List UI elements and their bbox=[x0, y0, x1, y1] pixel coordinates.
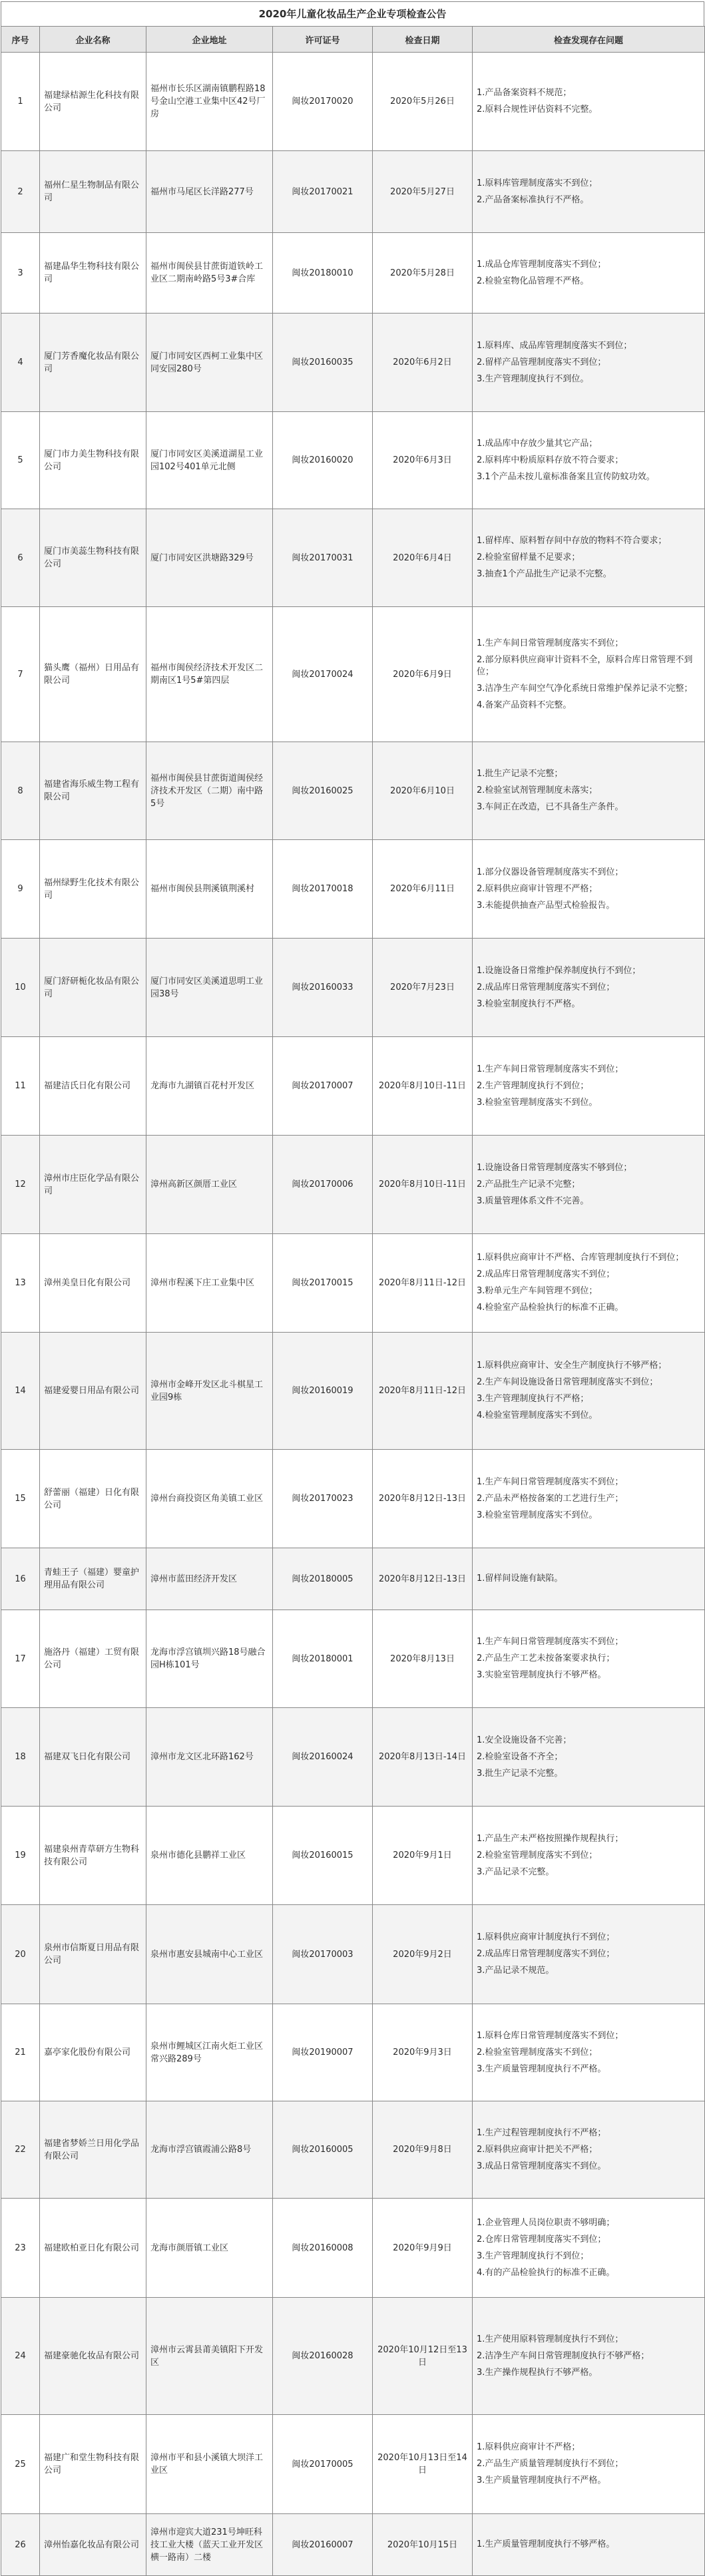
table-row bbox=[1, 2199, 705, 2298]
problems-cell bbox=[473, 1905, 705, 2004]
problem-item: 1.生产车间日常管理制度落实不到位； bbox=[477, 638, 624, 648]
problem-item: 4.备案产品资料不完整。 bbox=[477, 700, 572, 710]
table-row bbox=[1, 1548, 705, 1610]
company-name: 福建省海乐威生物工程有限公司 bbox=[40, 742, 146, 840]
inspection-date: 2020年6月4日 bbox=[373, 509, 473, 607]
problems-cell bbox=[473, 1037, 705, 1136]
company-address: 漳州市迎宾大道231号坤旺科技工业大楼（蓝天工业开发区横一路南）二楼 bbox=[146, 2514, 273, 2576]
company-name: 福州绿野生化技术有限公司 bbox=[40, 840, 146, 939]
company-name: 福建豪驰化妆品有限公司 bbox=[40, 2298, 146, 2415]
problem-item: 3.生产质量管理制度执行不严格。 bbox=[477, 2063, 606, 2074]
problem-item: 1.成品库中存放少量其它产品； bbox=[477, 438, 598, 449]
inspection-date: 2020年8月11日-12日 bbox=[373, 1234, 473, 1333]
inspection-date: 2020年9月8日 bbox=[373, 2101, 473, 2199]
license-number: 闽妆20160008 bbox=[273, 2199, 373, 2298]
company-address: 龙海市浮宫镇霞浦公路8号 bbox=[146, 2101, 273, 2199]
company-address: 福州市长乐区湖南镇鹏程路18号金山空港工业集中区42号厂房 bbox=[146, 53, 273, 151]
row-number: 8 bbox=[1, 742, 40, 840]
header-address: 企业地址 bbox=[146, 27, 273, 53]
problems-cell bbox=[473, 2514, 705, 2576]
problem-item: 2.原料库中粉质原料存放不符合要求； bbox=[477, 455, 624, 465]
row-number: 16 bbox=[1, 1548, 40, 1610]
license-number: 闽妆20160007 bbox=[273, 2514, 373, 2576]
company-name: 厦门市力美生物科技有限公司 bbox=[40, 412, 146, 509]
problems-cell bbox=[473, 607, 705, 742]
problem-item: 1.原料供应商审计不严格、合库管理制度执行不到位； bbox=[477, 1253, 684, 1263]
inspection-date: 2020年10月15日 bbox=[373, 2514, 473, 2576]
problem-item: 3.实验室管理制度执行不够严格。 bbox=[477, 1670, 606, 1680]
problem-item: 2.仓库日常管理制度落实不到位； bbox=[477, 2234, 606, 2245]
row-number: 13 bbox=[1, 1234, 40, 1333]
problems-cell bbox=[473, 1333, 705, 1450]
license-number: 闽妆20160033 bbox=[273, 939, 373, 1037]
problem-item: 1.原料供应商审计制度执行不到位； bbox=[477, 1932, 615, 1942]
license-number: 闽妆20170023 bbox=[273, 1450, 373, 1548]
row-number: 21 bbox=[1, 2004, 40, 2101]
company-address: 漳州市云霄县莆美镇阳下开发区 bbox=[146, 2298, 273, 2415]
company-name: 泉州市信斯夏日用品有限公司 bbox=[40, 1905, 146, 2004]
company-name: 漳州市庄臣化学品有限公司 bbox=[40, 1136, 146, 1234]
problem-item: 2.成品库日常管理制度落实不到位； bbox=[477, 1269, 615, 1279]
problem-item: 3.质量管理体系文件不完善。 bbox=[477, 1195, 589, 1206]
company-address: 厦门市同安区西柯工业集中区同安园280号 bbox=[146, 314, 273, 412]
problem-item: 2.产品批生产记录不完整； bbox=[477, 1179, 581, 1189]
company-name: 厦门市美蕊生物科技有限公司 bbox=[40, 509, 146, 607]
company-address: 漳州市程溪下庄工业集中区 bbox=[146, 1234, 273, 1333]
company-name: 福建晶华生物科技有限公司 bbox=[40, 233, 146, 314]
problem-item: 2.产品生产工艺未按备案要求执行； bbox=[477, 1653, 615, 1663]
inspection-date: 2020年5月27日 bbox=[373, 151, 473, 233]
row-number: 20 bbox=[1, 1905, 40, 2004]
license-number: 闽妆20170015 bbox=[273, 1234, 373, 1333]
license-number: 闽妆20160019 bbox=[273, 1333, 373, 1450]
table-header-row bbox=[1, 27, 705, 53]
problem-item: 3.生产管理制度执行不到位。 bbox=[477, 373, 589, 384]
company-name: 福建爱婴日用品有限公司 bbox=[40, 1333, 146, 1450]
table-row bbox=[1, 509, 705, 607]
row-number: 25 bbox=[1, 2415, 40, 2514]
problem-item: 2.生产车间设施设备日常管理制度落实不到位； bbox=[477, 1377, 658, 1387]
table-row bbox=[1, 1905, 705, 2004]
inspection-date: 2020年6月10日 bbox=[373, 742, 473, 840]
license-number: 闽妆20160024 bbox=[273, 1708, 373, 1807]
row-number: 5 bbox=[1, 412, 40, 509]
inspection-date: 2020年10月13日至14日 bbox=[373, 2415, 473, 2514]
problems-cell bbox=[473, 2101, 705, 2199]
problems-cell bbox=[473, 742, 705, 840]
row-number: 10 bbox=[1, 939, 40, 1037]
problems-cell bbox=[473, 1136, 705, 1234]
company-name: 福建双飞日化有限公司 bbox=[40, 1708, 146, 1807]
problem-item: 2.成品库日常管理制度落实不到位； bbox=[477, 982, 615, 992]
problems-cell bbox=[473, 233, 705, 314]
row-number: 3 bbox=[1, 233, 40, 314]
table-row bbox=[1, 2101, 705, 2199]
company-address: 泉州市德化县鹏祥工业区 bbox=[146, 1807, 273, 1905]
company-address: 漳州台商投资区角美镇工业区 bbox=[146, 1450, 273, 1548]
problem-item: 3.产品记录不完整。 bbox=[477, 1866, 555, 1877]
problem-item: 2.检验室物化品管理不严格。 bbox=[477, 276, 589, 286]
problem-item: 2.洁净生产车间日常管理制度执行不够严格； bbox=[477, 2350, 650, 2361]
company-name: 福建广和堂生物科技有限公司 bbox=[40, 2415, 146, 2514]
header-no: 序号 bbox=[1, 27, 40, 53]
company-name: 漳州美皇日化有限公司 bbox=[40, 1234, 146, 1333]
company-address: 福州市马尾区长洋路277号 bbox=[146, 151, 273, 233]
license-number: 闽妆20190007 bbox=[273, 2004, 373, 2101]
inspection-date: 2020年5月26日 bbox=[373, 53, 473, 151]
company-address: 漳州市金峰开发区北斗棋星工业园9栋 bbox=[146, 1333, 273, 1450]
row-number: 6 bbox=[1, 509, 40, 607]
problem-item: 1.批生产记录不完整； bbox=[477, 769, 563, 779]
header-date: 检查日期 bbox=[373, 27, 473, 53]
problem-item: 1.生产过程管理制度执行不严格； bbox=[477, 2127, 606, 2138]
problems-cell bbox=[473, 1610, 705, 1708]
company-name: 猫头鹰（福州）日用品有限公司 bbox=[40, 607, 146, 742]
table-row bbox=[1, 1333, 705, 1450]
problem-item: 2.产品未严格按备案的工艺进行生产； bbox=[477, 1493, 624, 1504]
table-row bbox=[1, 1450, 705, 1548]
row-number: 17 bbox=[1, 1610, 40, 1708]
company-address: 福州市闽侯经济技术开发区二期南区1号5#第四层 bbox=[146, 607, 273, 742]
company-name: 福州仁星生物制品有限公司 bbox=[40, 151, 146, 233]
problem-item: 2.产品备案标准执行不严格。 bbox=[477, 194, 589, 205]
inspection-date: 2020年10月12日至13日 bbox=[373, 2298, 473, 2415]
row-number: 2 bbox=[1, 151, 40, 233]
company-address: 泉州市鲤城区江南火炬工业区常兴路289号 bbox=[146, 2004, 273, 2101]
problem-item: 2.检验室管理制度落实不到位； bbox=[477, 2047, 598, 2057]
inspection-date: 2020年6月2日 bbox=[373, 314, 473, 412]
problem-item: 2.原料供应商审计把关不严格； bbox=[477, 2144, 598, 2155]
license-number: 闽妆20170021 bbox=[273, 151, 373, 233]
problem-item: 2.留样产品管理制度落实不到位； bbox=[477, 357, 606, 367]
inspection-date: 2020年8月12日-13日 bbox=[373, 1450, 473, 1548]
inspection-date: 2020年8月11日-12日 bbox=[373, 1333, 473, 1450]
license-number: 闽妆20180001 bbox=[273, 1610, 373, 1708]
table-row bbox=[1, 939, 705, 1037]
table-row bbox=[1, 742, 705, 840]
problem-item: 1.原料库、成品库管理制度落实不到位； bbox=[477, 340, 632, 351]
license-number: 闽妆20170005 bbox=[273, 2415, 373, 2514]
problem-item: 1.安全设施设备不完善； bbox=[477, 1735, 572, 1745]
license-number: 闽妆20170007 bbox=[273, 1037, 373, 1136]
problem-item: 3.批生产记录不完整。 bbox=[477, 1768, 563, 1779]
inspection-date: 2020年9月2日 bbox=[373, 1905, 473, 2004]
company-address: 漳州高新区颜厝工业区 bbox=[146, 1136, 273, 1234]
problems-cell bbox=[473, 939, 705, 1037]
license-number: 闽妆20170003 bbox=[273, 1905, 373, 2004]
license-number: 闽妆20180010 bbox=[273, 233, 373, 314]
inspection-date: 2020年5月28日 bbox=[373, 233, 473, 314]
inspection-table bbox=[1, 26, 705, 2576]
page-title: 2020年儿童化妆品生产企业专项检查公告 bbox=[1, 1, 704, 26]
row-number: 15 bbox=[1, 1450, 40, 1548]
table-row bbox=[1, 1807, 705, 1905]
problems-cell bbox=[473, 2199, 705, 2298]
license-number: 闽妆20160005 bbox=[273, 2101, 373, 2199]
company-address: 龙海市颜厝镇工业区 bbox=[146, 2199, 273, 2298]
problem-item: 1.生产质量管理制度执行不够严格。 bbox=[477, 2539, 615, 2549]
table-row bbox=[1, 1234, 705, 1333]
problem-item: 2.部分原料供应商审计资料不全，原料合库日常管理不到位； bbox=[477, 654, 693, 677]
row-number: 26 bbox=[1, 2514, 40, 2576]
inspection-date: 2020年8月10日-11日 bbox=[373, 1136, 473, 1234]
header-name: 企业名称 bbox=[40, 27, 146, 53]
problem-item: 2.原料供应商审计管理不严格； bbox=[477, 883, 598, 894]
problem-item: 3.洁净生产车间空气净化系统日常维护保养记录不完整； bbox=[477, 683, 693, 694]
problem-item: 3.车间正在改造，已不具备生产条件。 bbox=[477, 802, 624, 812]
inspection-date: 2020年9月3日 bbox=[373, 2004, 473, 2101]
company-address: 龙海市浮宫镇圳兴路18号融合园H栋101号 bbox=[146, 1610, 273, 1708]
company-address: 福州市闽侯县荆溪镇荆溪村 bbox=[146, 840, 273, 939]
row-number: 18 bbox=[1, 1708, 40, 1807]
problem-item: 1.设施设备日常维护保养制度执行不到位； bbox=[477, 965, 641, 976]
license-number: 闽妆20160020 bbox=[273, 412, 373, 509]
inspection-date: 2020年8月12日-13日 bbox=[373, 1548, 473, 1610]
problem-item: 4.检验室管理制度落实不到位。 bbox=[477, 1410, 598, 1420]
problem-item: 1.生产车间日常管理制度落实不到位； bbox=[477, 1476, 624, 1487]
problems-cell bbox=[473, 314, 705, 412]
problem-item: 1.成品仓库管理制度落实不到位； bbox=[477, 259, 606, 270]
problem-item: 1.原料仓库日常管理制度落实不到位； bbox=[477, 2030, 624, 2041]
problem-item: 2.检验室留样量不足要求； bbox=[477, 552, 581, 562]
row-number: 23 bbox=[1, 2199, 40, 2298]
license-number: 闽妆20170020 bbox=[273, 53, 373, 151]
problem-item: 1.生产使用原料管理制度执行不到位； bbox=[477, 2334, 624, 2344]
company-name: 青蛙王子（福建）婴童护理用品有限公司 bbox=[40, 1548, 146, 1610]
problem-item: 2.检验室设备不齐全； bbox=[477, 1751, 563, 1762]
company-name: 福建洁氏日化有限公司 bbox=[40, 1037, 146, 1136]
problem-item: 2.成品库日常管理制度落实不到位； bbox=[477, 1949, 615, 1959]
table-row bbox=[1, 233, 705, 314]
problem-item: 3.成品日常管理制度落实不到位。 bbox=[477, 2161, 606, 2171]
table-row bbox=[1, 1708, 705, 1807]
problems-cell bbox=[473, 840, 705, 939]
table-row bbox=[1, 1610, 705, 1708]
problem-item: 3.检验室管理制度落实不到位。 bbox=[477, 1097, 598, 1108]
company-address: 漳州市平和县小溪镇大坝洋工业区 bbox=[146, 2415, 273, 2514]
company-address: 漳州市蓝田经济开发区 bbox=[146, 1548, 273, 1610]
company-address: 福州市闽侯县甘蔗街道铁岭工业区二期南岭路5号3#合库 bbox=[146, 233, 273, 314]
problems-cell bbox=[473, 1708, 705, 1807]
table-row bbox=[1, 2514, 705, 2576]
problem-item: 1.设施设备日常管理制度落实不够到位； bbox=[477, 1162, 632, 1173]
company-name: 福建省梦娇兰日用化学品有限公司 bbox=[40, 2101, 146, 2199]
table-row bbox=[1, 607, 705, 742]
inspection-date: 2020年8月13日-14日 bbox=[373, 1708, 473, 1807]
company-address: 厦门市同安区美溪道湖星工业园102号401单元北侧 bbox=[146, 412, 273, 509]
problem-item: 3.生产管理制度执行不到位； bbox=[477, 2251, 589, 2261]
problem-item: 4.有的产品检验执行的标准不正确。 bbox=[477, 2267, 615, 2278]
problem-item: 3.生产质量管理制度执行不严格。 bbox=[477, 2475, 606, 2485]
row-number: 19 bbox=[1, 1807, 40, 1905]
row-number: 11 bbox=[1, 1037, 40, 1136]
license-number: 闽妆20160035 bbox=[273, 314, 373, 412]
license-number: 闽妆20160025 bbox=[273, 742, 373, 840]
problem-item: 1.原料库管理制度落实不到位； bbox=[477, 178, 598, 188]
problems-cell bbox=[473, 53, 705, 151]
inspection-date: 2020年6月9日 bbox=[373, 607, 473, 742]
problem-item: 3.粉单元生产车间管理不到位； bbox=[477, 1286, 598, 1296]
license-number: 闽妆20160028 bbox=[273, 2298, 373, 2415]
header-problems: 检查发现存在问题 bbox=[473, 27, 705, 53]
problem-item: 3.检验室管理制度落实不到位。 bbox=[477, 1510, 598, 1520]
license-number: 闽妆20170031 bbox=[273, 509, 373, 607]
problems-cell bbox=[473, 2004, 705, 2101]
row-number: 12 bbox=[1, 1136, 40, 1234]
problem-item: 2.检验室试剂管理制度未落实； bbox=[477, 785, 598, 795]
problem-item: 3.检验室制度执行不严格。 bbox=[477, 998, 581, 1009]
problems-cell bbox=[473, 509, 705, 607]
problems-cell bbox=[473, 1234, 705, 1333]
company-name: 福建泉州青草研方生物科技有限公司 bbox=[40, 1807, 146, 1905]
problem-item: 1.生产车间日常管理制度落实不到位； bbox=[477, 1637, 624, 1647]
table-row bbox=[1, 151, 705, 233]
problems-cell bbox=[473, 1548, 705, 1610]
problem-item: 2.原料合规性评估资料不完整。 bbox=[477, 105, 598, 114]
problem-item: 1.企业管理人员岗位职责不够明确； bbox=[477, 2217, 615, 2228]
inspection-date: 2020年8月13日 bbox=[373, 1610, 473, 1708]
company-address: 厦门市同安区洪塘路329号 bbox=[146, 509, 273, 607]
company-name: 福建绿桔源生化科技有限公司 bbox=[40, 53, 146, 151]
company-address: 漳州市龙文区北环路162号 bbox=[146, 1708, 273, 1807]
problem-item: 1.原料供应商审计不严格； bbox=[477, 2442, 581, 2452]
problems-cell bbox=[473, 151, 705, 233]
license-number: 闽妆20170018 bbox=[273, 840, 373, 939]
problem-item: 3.抽查1个产品批生产记录不完整。 bbox=[477, 569, 612, 579]
problem-item: 2.生产管理制度执行不到位； bbox=[477, 1080, 589, 1091]
problems-cell bbox=[473, 2415, 705, 2514]
inspection-date: 2020年9月1日 bbox=[373, 1807, 473, 1905]
row-number: 4 bbox=[1, 314, 40, 412]
company-name: 福建欧柏亚日化有限公司 bbox=[40, 2199, 146, 2298]
row-number: 22 bbox=[1, 2101, 40, 2199]
company-name: 厦门舒研栀化妆品有限公司 bbox=[40, 939, 146, 1037]
problem-item: 1.留样库、原料暂存间中存放的物料不符合要求； bbox=[477, 536, 667, 546]
company-address: 福州市闽侯县甘蔗街道闽侯经济技术开发区（二期）南中路5号 bbox=[146, 742, 273, 840]
license-number: 闽妆20170006 bbox=[273, 1136, 373, 1234]
problem-item: 1.产品备案资料不规范； bbox=[477, 88, 572, 98]
inspection-date: 2020年7月23日 bbox=[373, 939, 473, 1037]
problem-item: 3.产品记录不规范。 bbox=[477, 1966, 555, 1976]
company-name: 厦门芳香魔化妆品有限公司 bbox=[40, 314, 146, 412]
row-number: 1 bbox=[1, 53, 40, 151]
inspection-date: 2020年6月11日 bbox=[373, 840, 473, 939]
company-name: 漳州怡嘉化妆品有限公司 bbox=[40, 2514, 146, 2576]
row-number: 14 bbox=[1, 1333, 40, 1450]
table-row bbox=[1, 2004, 705, 2101]
problem-item: 4.检验室产品检验执行的标准不正确。 bbox=[477, 1303, 624, 1313]
table-row bbox=[1, 53, 705, 151]
license-number: 闽妆20180005 bbox=[273, 1548, 373, 1610]
table-row bbox=[1, 840, 705, 939]
problem-item: 2.检验室管理制度落实不到位； bbox=[477, 1850, 598, 1860]
problem-item: 3.生产操作规程执行不够严格。 bbox=[477, 2367, 598, 2378]
inspection-date: 2020年8月10日-11日 bbox=[373, 1037, 473, 1136]
problems-cell bbox=[473, 2298, 705, 2415]
inspection-date: 2020年9月9日 bbox=[373, 2199, 473, 2298]
problem-item: 3.生产管理制度执行不严格； bbox=[477, 1394, 589, 1404]
company-name: 嘉亭家化股份有限公司 bbox=[40, 2004, 146, 2101]
table-row bbox=[1, 1136, 705, 1234]
problem-item: 2.产品生产质量管理制度执行不到位； bbox=[477, 2459, 624, 2469]
problem-item: 1.部分仪器设备管理制度落实不到位； bbox=[477, 867, 624, 877]
table-body bbox=[1, 53, 705, 2576]
problem-item: 3.1个产品未按儿童标准备案且宣传防蚊功效。 bbox=[477, 471, 655, 482]
table-row bbox=[1, 1037, 705, 1136]
row-number: 7 bbox=[1, 607, 40, 742]
problems-cell bbox=[473, 412, 705, 509]
problem-item: 1.生产车间日常管理制度落实不到位； bbox=[477, 1064, 624, 1074]
company-address: 泉州市惠安县城南中心工业区 bbox=[146, 1905, 273, 2004]
license-number: 闽妆20170024 bbox=[273, 607, 373, 742]
company-address: 龙海市九湖镇百花村开发区 bbox=[146, 1037, 273, 1136]
company-address: 厦门市同安区美溪道思明工业园38号 bbox=[146, 939, 273, 1037]
problem-item: 1.留样间设施有缺陷。 bbox=[477, 1574, 563, 1584]
problems-cell bbox=[473, 1450, 705, 1548]
company-name: 施洛丹（福建）工贸有限公司 bbox=[40, 1610, 146, 1708]
header-license: 许可证号 bbox=[273, 27, 373, 53]
table-row bbox=[1, 2415, 705, 2514]
license-number: 闽妆20160015 bbox=[273, 1807, 373, 1905]
table-row bbox=[1, 2298, 705, 2415]
problem-item: 1.产品生产未严格按照操作规程执行； bbox=[477, 1833, 624, 1844]
row-number: 24 bbox=[1, 2298, 40, 2415]
problem-item: 3.未能提供抽查产品型式检验报告。 bbox=[477, 900, 615, 911]
table-row bbox=[1, 412, 705, 509]
problems-cell bbox=[473, 1807, 705, 1905]
company-name: 舒蕾丽（福建）日化有限公司 bbox=[40, 1450, 146, 1548]
table-row bbox=[1, 314, 705, 412]
row-number: 9 bbox=[1, 840, 40, 939]
problem-item: 1.原料供应商审计、安全生产制度执行不够严格； bbox=[477, 1361, 667, 1371]
inspection-date: 2020年6月3日 bbox=[373, 412, 473, 509]
